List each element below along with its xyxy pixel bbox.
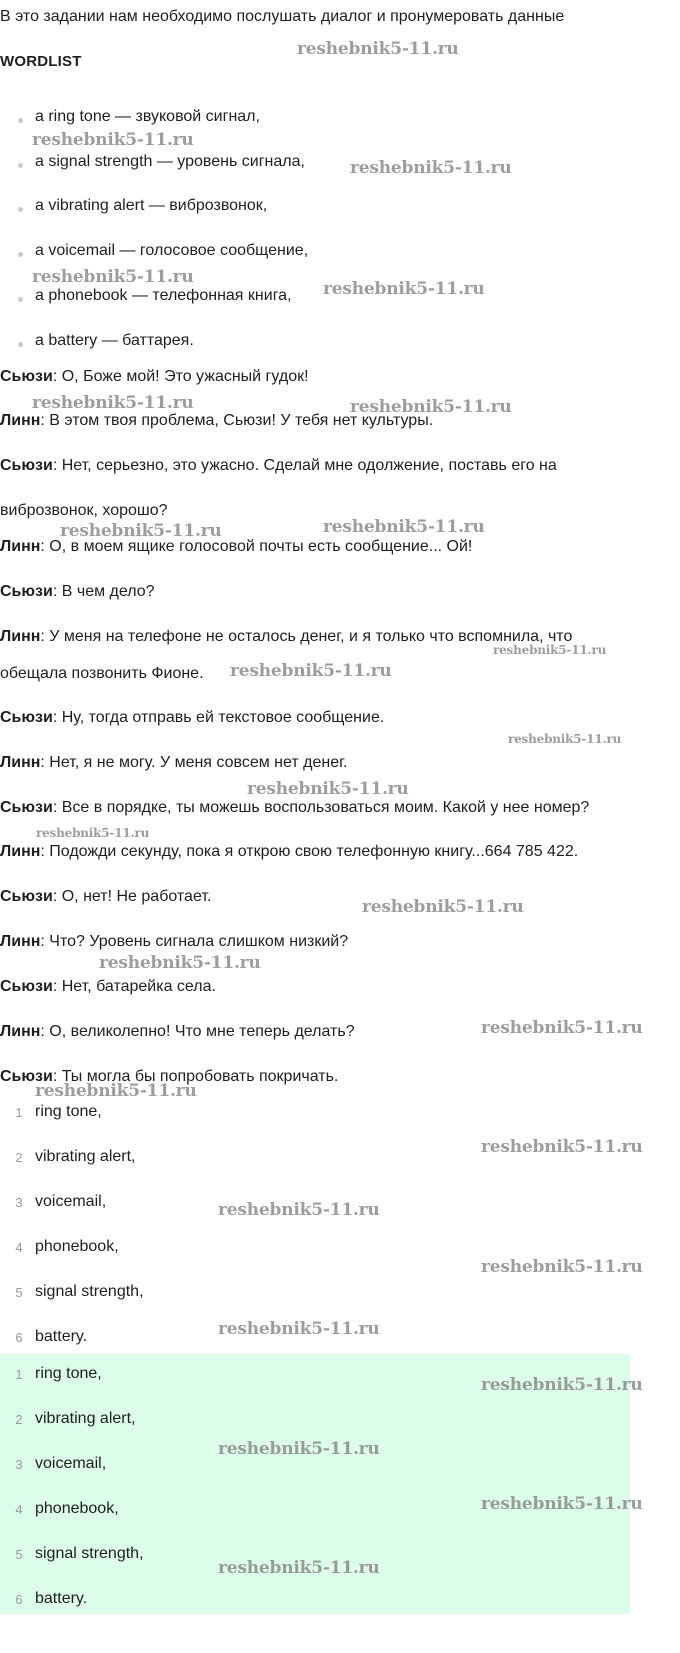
speaker-name: Сьюзи	[0, 457, 53, 474]
bullet-icon	[18, 297, 23, 302]
watermark: reshebnik5-11.ru	[35, 1081, 197, 1101]
bullet-icon	[18, 207, 23, 212]
intro-text: В это задании нам необходимо послушать диалог и пронумеровать данные	[0, 8, 565, 25]
watermark: reshebnik5-11.ru	[362, 897, 524, 917]
watermark: reshebnik5-11.ru	[247, 779, 409, 799]
watermark: reshebnik5-11.ru	[350, 397, 512, 417]
speaker-name: Линн	[0, 933, 41, 950]
wordlist-item: a vibrating alert — виброзвонок,	[35, 197, 268, 214]
bullet-icon	[18, 252, 23, 257]
answer-item: phonebook,	[35, 1500, 119, 1517]
list-item: vibrating alert,	[35, 1148, 136, 1165]
dialogue-line	[0, 368, 309, 386]
speech-text: : У меня на телефоне не осталось денег, и я только что вспомнила, что	[40, 628, 573, 645]
dialogue-line	[0, 583, 155, 601]
speech-text: : Подожди секунду, пока я открою свою телефонную книгу...664 785 422.	[40, 843, 579, 860]
watermark: reshebnik5-11.ru	[218, 1439, 380, 1459]
watermark: reshebnik5-11.ru	[481, 1018, 643, 1038]
wordlist-item: a battery — баттарея.	[35, 332, 194, 349]
dialogue-line	[0, 754, 347, 772]
watermark: reshebnik5-11.ru	[323, 279, 485, 299]
dialogue-line	[0, 709, 384, 727]
list-item: battery.	[35, 1328, 88, 1345]
speaker-name: Сьюзи	[0, 583, 53, 600]
answer-item: voicemail,	[35, 1455, 107, 1472]
dialogue-line	[0, 978, 216, 996]
speech-text: : Что? Уровень сигнала слишком низкий?	[40, 933, 349, 950]
speaker-name: Сьюзи	[0, 799, 53, 816]
dialogue-line-continued: обещала позвонить Фионе.	[0, 665, 204, 682]
speaker-name: Линн	[0, 412, 41, 429]
speaker-name: Сьюзи	[0, 709, 53, 726]
speech-text: : Ты могла бы попробовать покричать.	[52, 1068, 339, 1085]
speaker-name: Линн	[0, 538, 41, 555]
speaker-name: Сьюзи	[0, 368, 53, 385]
list-item: voicemail,	[35, 1193, 107, 1210]
dialogue-line-continued: виброзвонок, хорошо?	[0, 502, 168, 519]
dialogue-line	[0, 799, 589, 817]
list-number: 1	[15, 1105, 23, 1120]
watermark: reshebnik5-11.ru	[60, 521, 222, 541]
list-number: 1	[15, 1367, 23, 1382]
answer-item: ring tone,	[35, 1365, 102, 1382]
watermark: reshebnik5-11.ru	[218, 1319, 380, 1339]
list-number: 4	[15, 1502, 23, 1517]
speech-text: : Нет, я не могу. У меня совсем нет денег.	[40, 754, 348, 771]
watermark: reshebnik5-11.ru	[218, 1200, 380, 1220]
list-number: 2	[15, 1150, 23, 1165]
list-number: 5	[15, 1547, 23, 1562]
list-number: 2	[15, 1412, 23, 1427]
speaker-name: Сьюзи	[0, 1068, 53, 1085]
speaker-name: Линн	[0, 1023, 41, 1040]
watermark: reshebnik5-11.ru	[508, 732, 622, 746]
speech-text: : О, в моем ящике голосовой почты есть сообщение... Ой!	[40, 538, 473, 555]
answer-item: battery.	[35, 1590, 88, 1607]
watermark: reshebnik5-11.ru	[32, 130, 194, 150]
watermark: reshebnik5-11.ru	[36, 826, 150, 840]
watermark: reshebnik5-11.ru	[297, 39, 459, 59]
answer-item: signal strength,	[35, 1545, 144, 1562]
list-number: 5	[15, 1285, 23, 1300]
watermark: reshebnik5-11.ru	[32, 267, 194, 287]
dialogue-line	[0, 843, 578, 861]
list-item: signal strength,	[35, 1283, 144, 1300]
watermark: reshebnik5-11.ru	[481, 1494, 643, 1514]
dialogue-line	[0, 628, 572, 646]
speaker-name: Линн	[0, 843, 41, 860]
speech-text: : В чем дело?	[52, 583, 155, 600]
answer-item: vibrating alert,	[35, 1410, 136, 1427]
list-item: ring tone,	[35, 1103, 102, 1120]
speaker-name: Линн	[0, 754, 41, 771]
speech-text: : Все в порядке, ты можешь воспользоваться моим. Какой у нее номер?	[52, 799, 590, 816]
dialogue-line	[0, 457, 557, 475]
watermark: reshebnik5-11.ru	[350, 158, 512, 178]
speaker-name: Сьюзи	[0, 888, 53, 905]
dialogue-line	[0, 933, 348, 951]
wordlist-item: a phonebook — телефонная книга,	[35, 287, 292, 304]
speech-text: : О, великолепно! Что мне теперь делать?	[40, 1023, 355, 1040]
dialogue-line	[0, 888, 211, 906]
watermark: reshebnik5-11.ru	[99, 953, 261, 973]
list-number: 6	[15, 1592, 23, 1607]
speech-text: : О, Боже мой! Это ужасный гудок!	[52, 368, 309, 385]
dialogue-line	[0, 1023, 355, 1041]
bullet-icon	[18, 342, 23, 347]
speech-text: : О, нет! Не работает.	[52, 888, 212, 905]
bullet-icon	[18, 163, 23, 168]
watermark: reshebnik5-11.ru	[218, 1558, 380, 1578]
list-number: 3	[15, 1195, 23, 1210]
list-item: phonebook,	[35, 1238, 119, 1255]
speaker-name: Сьюзи	[0, 978, 53, 995]
wordlist-title: WORDLIST	[0, 53, 82, 70]
speech-text: : Ну, тогда отправь ей текстовое сообщение.	[52, 709, 385, 726]
watermark: reshebnik5-11.ru	[481, 1375, 643, 1395]
speaker-name: Линн	[0, 628, 41, 645]
wordlist-item: a voicemail — голосовое сообщение,	[35, 242, 309, 259]
bullet-icon	[18, 118, 23, 123]
watermark: reshebnik5-11.ru	[32, 393, 194, 413]
watermark: reshebnik5-11.ru	[493, 643, 607, 657]
watermark: reshebnik5-11.ru	[481, 1257, 643, 1277]
list-number: 6	[15, 1330, 23, 1345]
list-number: 4	[15, 1240, 23, 1255]
speech-text: : Нет, серьезно, это ужасно. Сделай мне одолжение, поставь его на	[52, 457, 557, 474]
watermark: reshebnik5-11.ru	[230, 661, 392, 681]
speech-text: : В этом твоя проблема, Сьюзи! У тебя нет культуры.	[40, 412, 434, 429]
speech-text: : Нет, батарейка села.	[52, 978, 216, 995]
list-number: 3	[15, 1457, 23, 1472]
watermark: reshebnik5-11.ru	[323, 517, 485, 537]
wordlist-item: a signal strength — уровень сигнала,	[35, 153, 305, 170]
wordlist-item: a ring tone — звуковой сигнал,	[35, 108, 260, 125]
watermark: reshebnik5-11.ru	[481, 1137, 643, 1157]
